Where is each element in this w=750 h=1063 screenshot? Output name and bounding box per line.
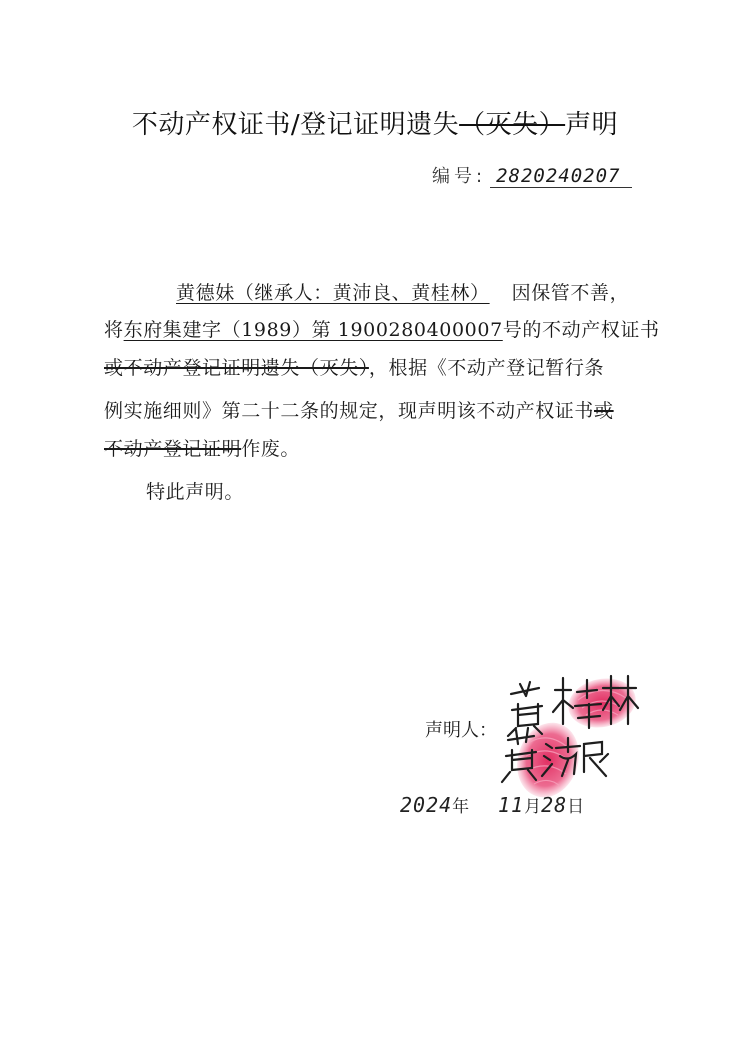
date-month-suffix: 月 [524, 797, 542, 817]
title-end: 声明 [565, 110, 619, 140]
body-text: 作废。 [241, 438, 301, 460]
date-day: 28 [541, 793, 568, 817]
number-value: 2820240207 [490, 165, 632, 188]
struck-text: 不动产登记证明 [104, 438, 242, 460]
body-text: 号的不动产权证书 [502, 319, 660, 341]
title-main: 不动产权证书/登记证明遗失 [131, 110, 460, 140]
title-struck-text: （灭失） [459, 110, 566, 140]
struck-text: 或不动产登记证明遗失（灭失） [104, 357, 369, 379]
date-year-suffix: 年 [452, 797, 470, 817]
date-year: 2024 [400, 793, 453, 817]
declarant-label: 声明人： [425, 720, 497, 741]
certificate-number: 东府集建字（1989）第 1900280400007 [123, 319, 503, 341]
date-day-suffix: 日 [567, 797, 585, 817]
body-text: ，根据《不动产登记暂行条 [368, 357, 605, 379]
body-text: 因保管不善， [511, 282, 630, 304]
date-month: 11 [497, 793, 525, 817]
owner-name: 黄德妹（继承人：黄沛良、黄桂林） [176, 282, 490, 304]
closing-text: 特此声明。 [146, 481, 245, 503]
struck-text: 或 [594, 400, 614, 422]
body-text: 例实施细则》第二十二条的规定，现声明该不动产权证书 [104, 400, 595, 422]
number-label: 编号: [432, 166, 487, 187]
body-text: 将 [104, 319, 124, 341]
date-line [400, 792, 584, 817]
